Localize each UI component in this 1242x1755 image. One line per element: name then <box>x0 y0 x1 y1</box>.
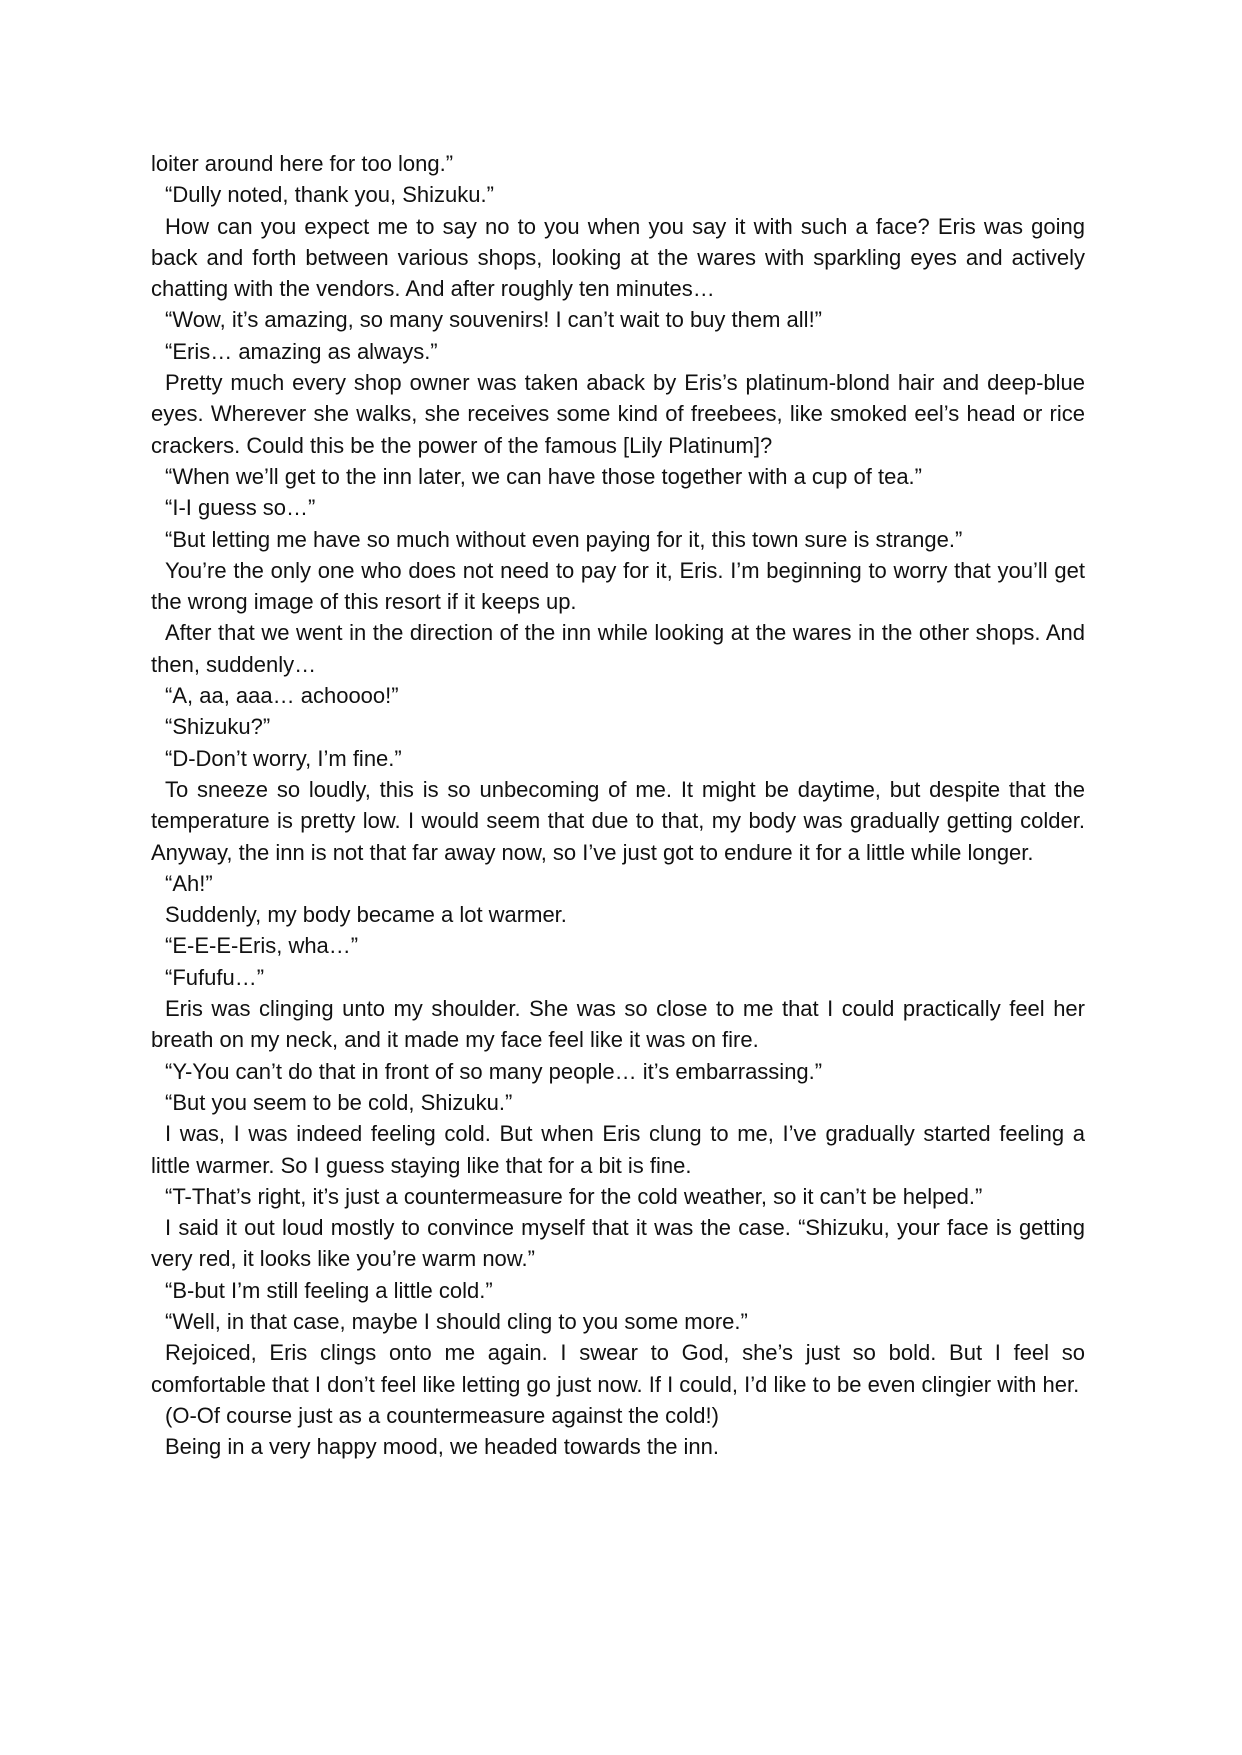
paragraph: Suddenly, my body became a lot warmer. <box>165 902 567 928</box>
paragraph: (O-Of course just as a countermeasure against the cold!) <box>165 1402 719 1428</box>
paragraph: “A, aa, aaa… achoooo!” <box>165 683 399 709</box>
paragraph: “Shizuku?” <box>165 714 271 740</box>
paragraph: “T-That’s right, it’s just a countermeasure for the cold weather, so it can’t be helped.” <box>165 1183 983 1209</box>
paragraph: “But letting me have so much without even paying for it, this town sure is strange.” <box>165 526 963 552</box>
paragraph: “E-E-E-Eris, wha…” <box>165 933 359 959</box>
paragraph: Pretty much every shop owner was taken aback by Eris’s platinum-blond hair and deep-blue eyes. Wherever she walks, she receives some kind of freebees, like smoked eel’s head or rice crackers. Could this be the power of the famous [Lily Platinum]? <box>151 370 1085 458</box>
paragraph: “Eris… amazing as always.” <box>165 338 438 364</box>
paragraph: “But you seem to be cold, Shizuku.” <box>165 1089 513 1115</box>
paragraph: Rejoiced, Eris clings onto me again. I swear to God, she’s just so bold. But I feel so comfortable that I don’t feel like letting go just now. If I could, I’d like to be even clingier with her. <box>151 1340 1085 1397</box>
paragraph: To sneeze so loudly, this is so unbecoming of me. It might be daytime, but despite that the temperature is pretty low. I would seem that due to that, my body was gradually getting colder. Anyway, the inn is not that far away now, so I’ve just got to endure it for a little while longer. <box>151 776 1085 865</box>
paragraph: “Ah!” <box>165 870 213 896</box>
paragraph: loiter around here for too long.” <box>151 151 454 176</box>
paragraph: “Fufufu…” <box>165 964 265 990</box>
paragraph: “Wow, it’s amazing, so many souvenirs! I can’t wait to buy them all!” <box>165 307 823 333</box>
paragraph: “Y-You can’t do that in front of so many people… it’s embarrassing.” <box>165 1058 823 1084</box>
paragraph: “D-Don’t worry, I’m fine.” <box>165 745 402 771</box>
paragraph: I said it out loud mostly to convince myself that it was the case. “Shizuku, your face is getting very red, it looks like you’re warm now.” <box>151 1215 1085 1272</box>
paragraph: “Well, in that case, maybe I should cling to you some more.” <box>165 1308 748 1334</box>
paragraph: How can you expect me to say no to you when you say it with such a face? Eris was going back and forth between various shops, looking at the wares with sparkling eyes and actively chatting with the vendors. And after roughly ten minutes… <box>151 213 1085 302</box>
paragraph: “B-but I’m still feeling a little cold.” <box>165 1277 493 1303</box>
paragraph: After that we went in the direction of the inn while looking at the wares in the other shops. And then, suddenly… <box>151 620 1085 677</box>
paragraph: I was, I was indeed feeling cold. But when Eris clung to me, I’ve gradually started feeling a little warmer. So I guess staying like that for a bit is fine. <box>151 1121 1085 1178</box>
paragraph: “When we’ll get to the inn later, we can have those together with a cup of tea.” <box>165 463 922 489</box>
paragraph: Eris was clinging unto my shoulder. She was so close to me that I could practically feel her breath on my neck, and it made my face feel like it was on fire. <box>151 996 1085 1053</box>
paragraph: Being in a very happy mood, we headed towards the inn. <box>165 1434 720 1460</box>
document-body <box>151 148 1085 1462</box>
paragraph: “Dully noted, thank you, Shizuku.” <box>165 182 494 208</box>
paragraph: “I-I guess so…” <box>165 495 316 521</box>
paragraph: You’re the only one who does not need to pay for it, Eris. I’m beginning to worry that you’ll get the wrong image of this resort if it keeps up. <box>151 557 1085 615</box>
